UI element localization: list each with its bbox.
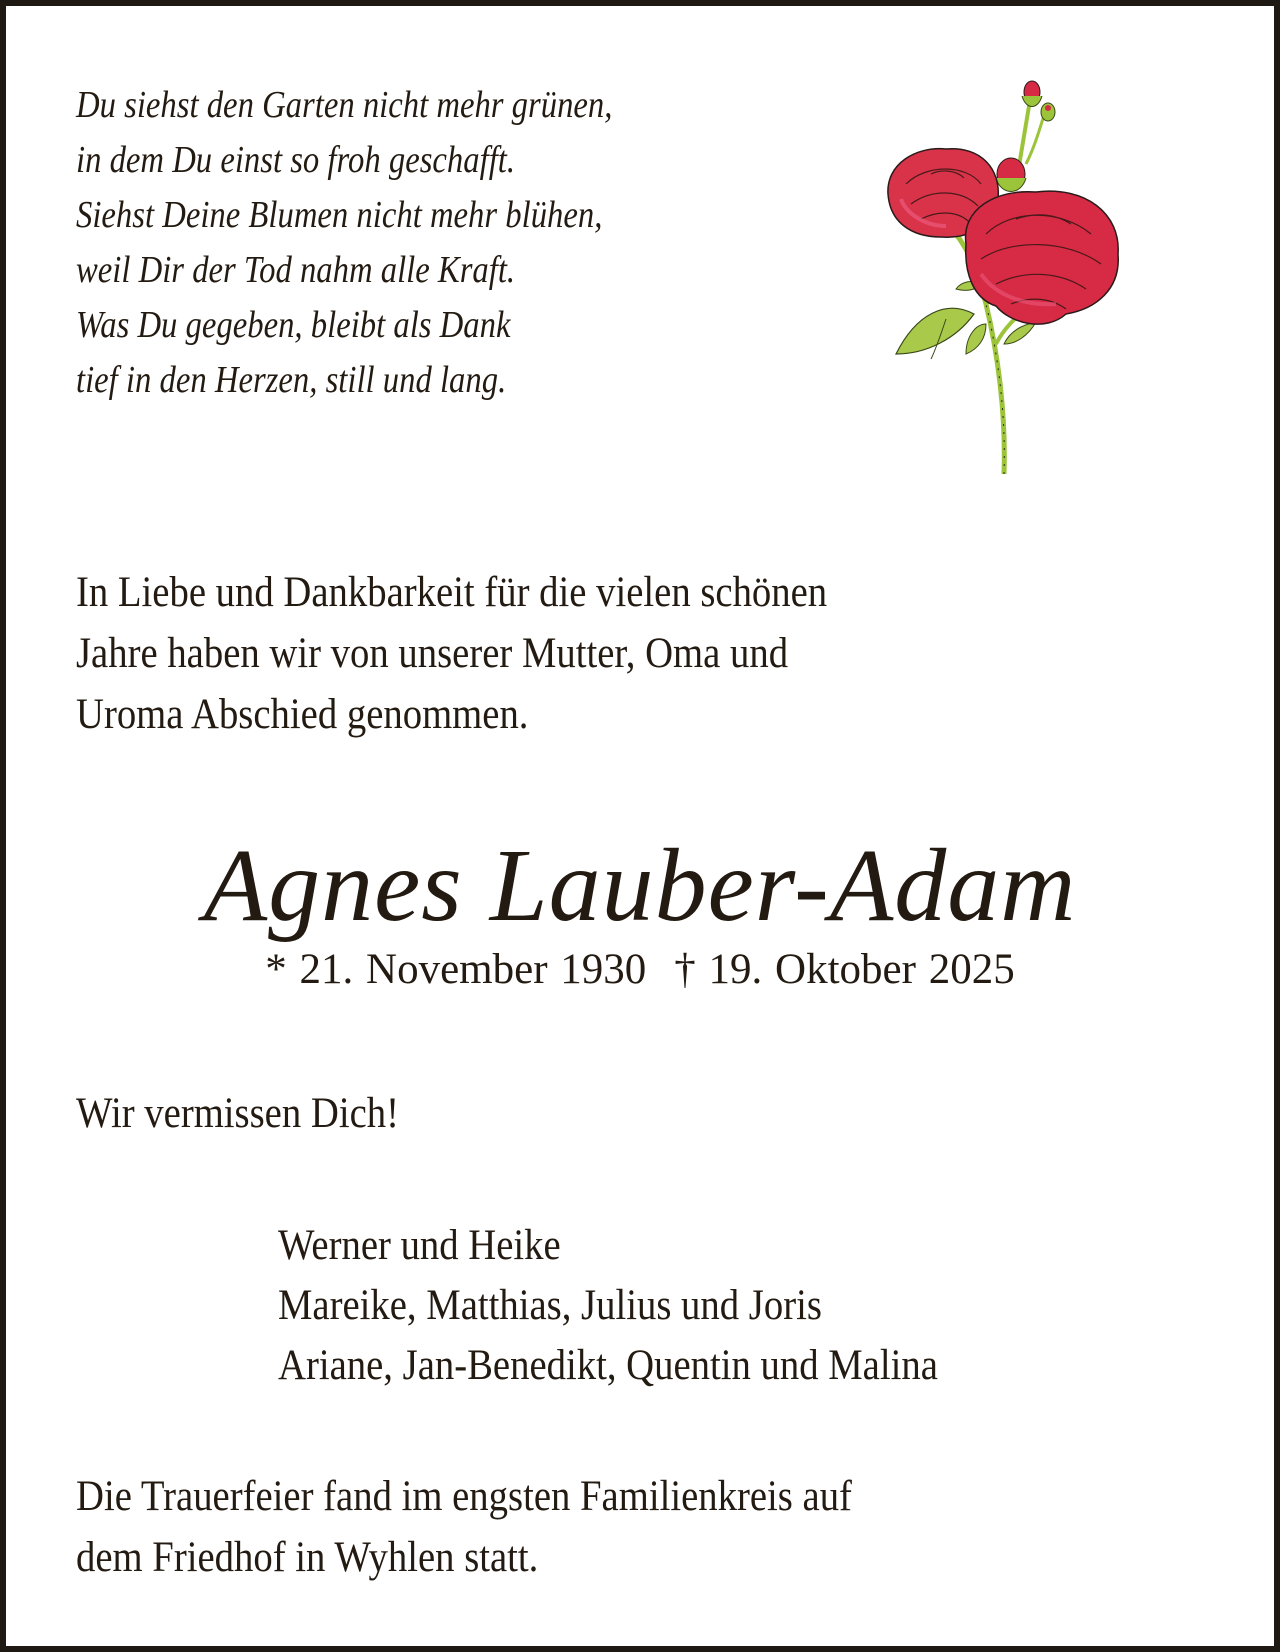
life-dates [6, 944, 1274, 996]
birth-date: * 21. November 1930 [265, 946, 647, 993]
funeral-line: dem Friedhof in Wyhlen statt. [76, 1534, 539, 1581]
intro-line: Jahre haben wir von unserer Mutter, Oma und [76, 630, 789, 677]
mourners-list [278, 1216, 938, 1396]
poem-line: Was Du gegeben, bleibt als Dank [76, 304, 511, 346]
intro-line: Uroma Abschied genommen. [76, 691, 529, 738]
deceased-name: Agnes Lauber-Adam [203, 828, 1077, 943]
intro-text [76, 562, 827, 745]
funeral-line: Die Trauerfeier fand im engsten Familienkreis auf [76, 1473, 852, 1520]
poem-line: Siehst Deine Blumen nicht mehr blühen, [76, 194, 603, 236]
mourner-line: Werner und Heike [278, 1222, 561, 1269]
poem-line: in dem Du einst so froh geschafft. [76, 139, 516, 181]
mourner-line: Mareike, Matthias, Julius und Joris [278, 1282, 822, 1329]
intro-line: In Liebe und Dankbarkeit für die vielen schönen [76, 569, 828, 616]
mourner-line: Ariane, Jan-Benedikt, Quentin und Malina [278, 1342, 938, 1389]
memorial-poem [76, 78, 612, 408]
poem-line: tief in den Herzen, still und lang. [76, 359, 507, 401]
funeral-info [76, 1466, 852, 1588]
rose-icon [886, 74, 1136, 494]
poem-line: Du siehst den Garten nicht mehr grünen, [76, 84, 613, 126]
miss-you-text: Wir vermissen Dich! [76, 1090, 400, 1137]
poem-line: weil Dir der Tod nahm alle Kraft. [76, 249, 516, 291]
death-date: † 19. Oktober 2025 [674, 946, 1015, 993]
